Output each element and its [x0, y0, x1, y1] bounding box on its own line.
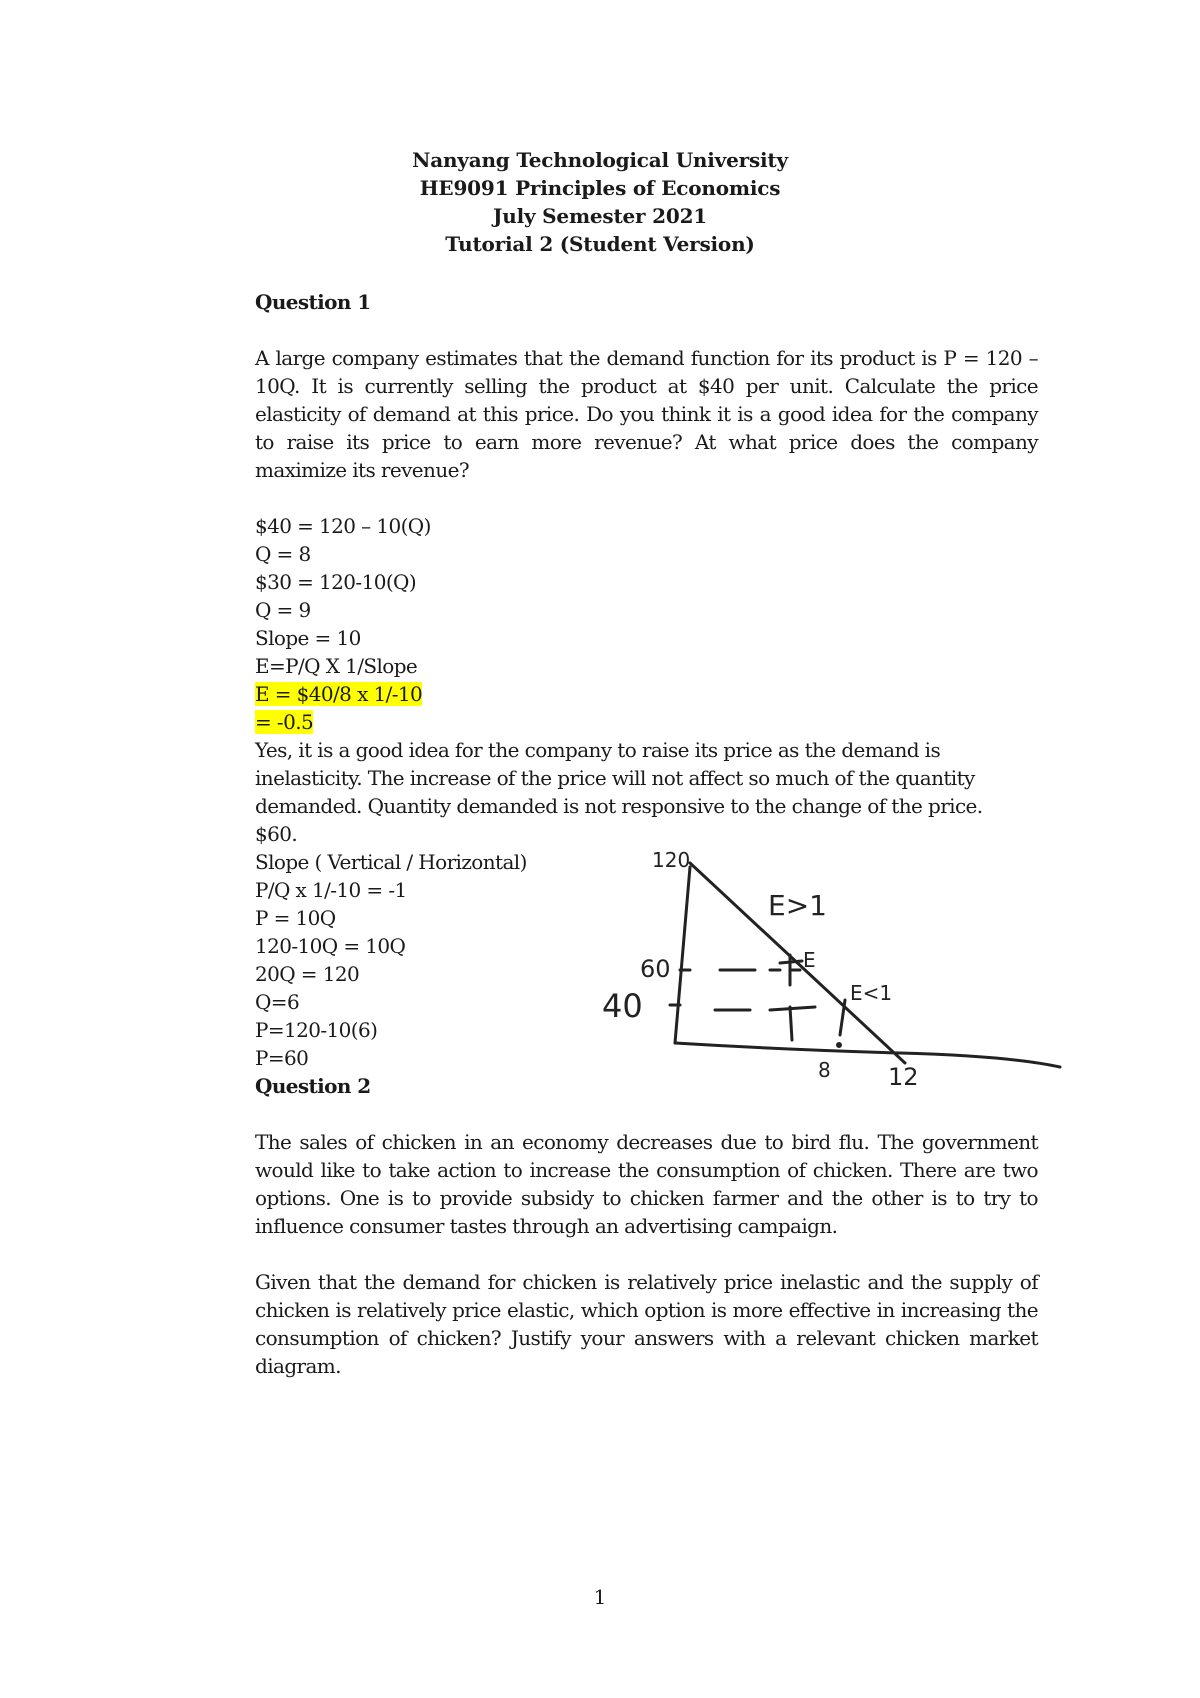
question-2-paragraph-2: Given that the demand for chicken is relatively price inelastic and the supply of chicken is relatively price elastic, which option is more effective in increasing the consumption of chicken? Justify your answers with a relevant chicken market diagram. — [255, 1270, 1038, 1378]
label-60: 60 — [640, 955, 671, 983]
quantity-axis — [675, 1043, 1060, 1067]
semester: July Semester 2021 — [492, 204, 708, 228]
price-axis — [675, 867, 690, 1043]
question-1-heading: Question 1 — [255, 290, 371, 314]
work-line: Q=6 — [255, 990, 300, 1014]
work-line: Q = 9 — [255, 598, 311, 622]
label-q8: 8 — [818, 1058, 831, 1082]
work-line: P = 10Q — [255, 906, 336, 930]
page-number: 1 — [593, 1585, 607, 1609]
highlighted-line: E = $40/8 x 1/-10 — [255, 682, 423, 706]
question-1-section — [255, 288, 1038, 1380]
question-2-paragraph-1: The sales of chicken in an economy decreases due to bird flu. The government would like to take action to increase the consumption of chicken. There are two options. One is to provide subsidy to chicken farmer and the other is to try to influence consumer tastes through an advertising campaign. — [255, 1130, 1038, 1238]
work-line: E=P/Q X 1/Slope — [255, 654, 418, 678]
course-title: HE9091 Principles of Economics — [419, 176, 781, 200]
work-line: P=120-10(6) — [255, 1018, 378, 1042]
work-line: $60. — [255, 822, 298, 846]
label-40: 40 — [602, 987, 643, 1025]
label-120: 120 — [652, 848, 691, 872]
label-elastic: E>1 — [768, 889, 827, 922]
document-header — [0, 146, 1200, 258]
work-line: $30 = 120-10(Q) — [255, 570, 417, 594]
work-line: 120-10Q = 10Q — [255, 934, 406, 958]
work-line: Slope ( Vertical / Horizontal) — [255, 850, 527, 874]
work-line: P=60 — [255, 1046, 309, 1070]
handwritten-demand-sketch — [602, 845, 1060, 1130]
work-line: Q = 8 — [255, 542, 311, 566]
work-line: 20Q = 120 — [255, 962, 360, 986]
label-unit-elastic: E — [803, 948, 816, 972]
work-line: $40 = 120 – 10(Q) — [255, 514, 431, 538]
highlighted-line: = -0.5 — [255, 710, 314, 734]
label-q12: 12 — [888, 1063, 919, 1091]
question-1-prompt: A large company estimates that the demand function for its product is P = 120 – 10Q. It is currently selling the product at $40 per unit. Calculate the price elasticity of demand at this price. Do you think it is a good idea for the company to raise its price to earn more revenue? At what price does the company maximize its revenue? — [255, 346, 1038, 482]
label-inelastic: E<1 — [850, 981, 893, 1005]
work-line: Slope = 10 — [255, 626, 361, 650]
question-2-heading: Question 2 — [255, 1074, 371, 1098]
university-name: Nanyang Technological University — [412, 148, 788, 172]
tutorial-title: Tutorial 2 (Student Version) — [445, 232, 755, 256]
answer-paragraph: Yes, it is a good idea for the company to raise its price as the demand is inelasticity. The increase of the price will not affect so much of the quantity demanded. Quantity demanded is not responsive to the change of the price. — [255, 738, 983, 818]
work-line: P/Q x 1/-10 = -1 — [255, 878, 407, 902]
